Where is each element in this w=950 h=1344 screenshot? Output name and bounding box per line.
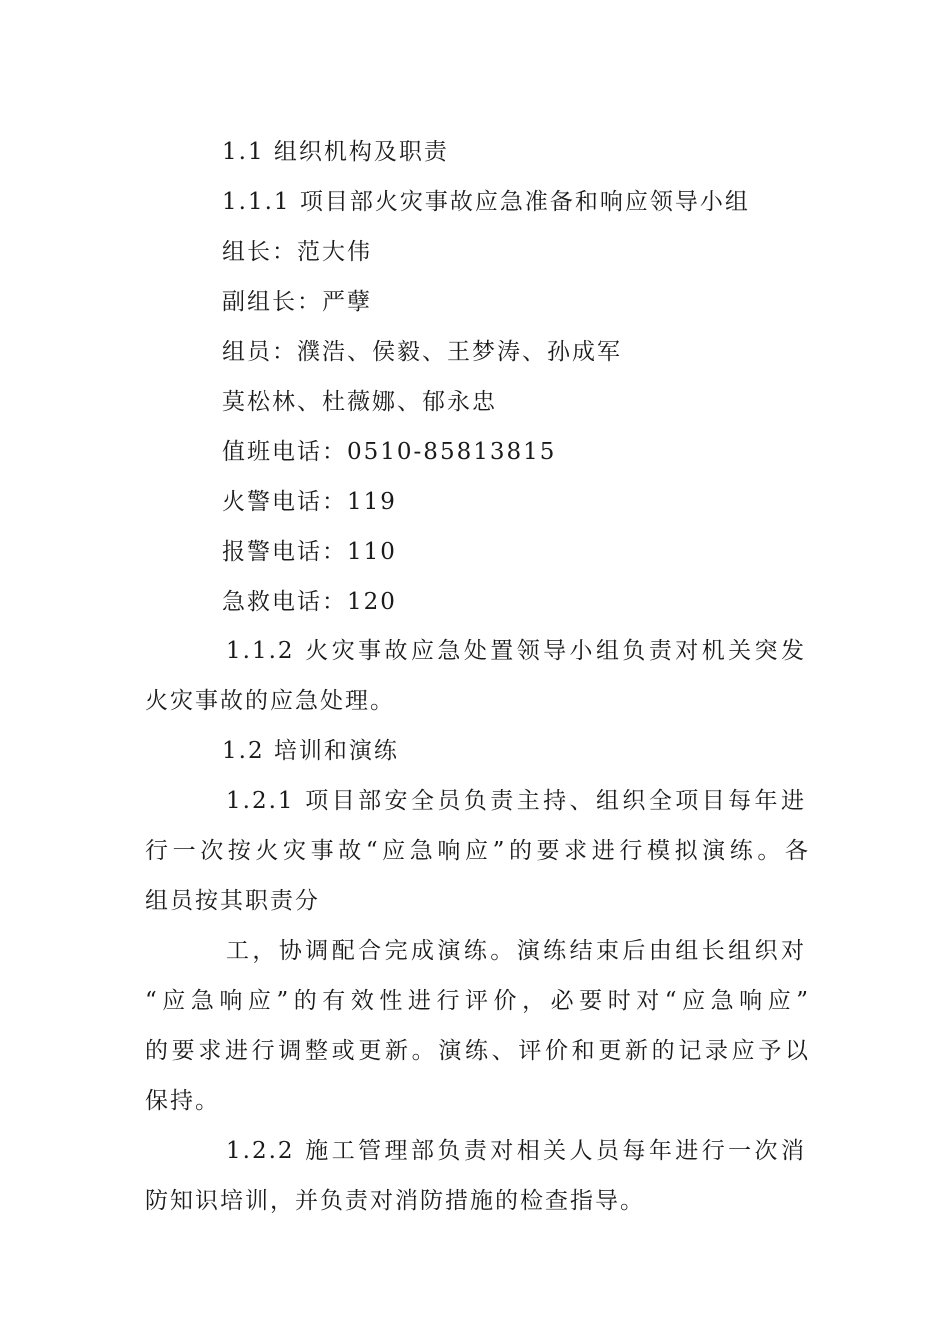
paragraph-1-2-1-line-3: 组员按其职责分 (145, 888, 320, 914)
section-heading-1-1: 1.1 组织机构及职责 (222, 139, 449, 165)
paragraph-continuation-line-3: 的要求进行调整或更新。演练、评价和更新的记录应予以 (145, 1038, 810, 1064)
paragraph-1-2-2-line-1: 1.2.2 施工管理部负责对相关人员每年进行一次消 (226, 1138, 806, 1164)
fire-alarm-phone-line: 火警电话：119 (222, 489, 397, 515)
paragraph-1-1-2-line-2: 火灾事故的应急处理。 (145, 688, 395, 714)
duty-phone-line: 值班电话：0510-85813815 (222, 439, 557, 465)
paragraph-1-2-1-line-2: 行一次按火灾事故“应急响应”的要求进行模拟演练。各 (145, 838, 810, 864)
police-phone-line: 报警电话：110 (222, 539, 397, 565)
paragraph-1-1-2-line-1: 1.1.2 火灾事故应急处置领导小组负责对机关突发 (226, 638, 806, 664)
paragraph-continuation-line-1: 工，协调配合完成演练。演练结束后由组长组织对 (226, 938, 806, 964)
deputy-leader-line: 副组长：严孽 (222, 289, 372, 315)
paragraph-continuation-line-2: “应急响应”的有效性进行评价，必要时对“应急响应” (145, 988, 810, 1014)
ambulance-phone-line: 急救电话：120 (222, 589, 397, 615)
paragraph-continuation-line-4: 保持。 (145, 1088, 220, 1114)
subsection-heading-1-1-1: 1.1.1 项目部火灾事故应急准备和响应领导小组 (222, 189, 750, 215)
team-leader-line: 组长：范大伟 (222, 239, 372, 265)
paragraph-1-2-2-line-2: 防知识培训，并负责对消防措施的检查指导。 (145, 1188, 645, 1214)
members-line-1: 组员：濮浩、侯毅、王梦涛、孙成军 (222, 339, 622, 365)
section-heading-1-2: 1.2 培训和演练 (222, 738, 399, 764)
members-line-2: 莫松林、杜薇娜、郁永忠 (222, 389, 497, 415)
paragraph-1-2-1-line-1: 1.2.1 项目部安全员负责主持、组织全项目每年进 (226, 788, 806, 814)
